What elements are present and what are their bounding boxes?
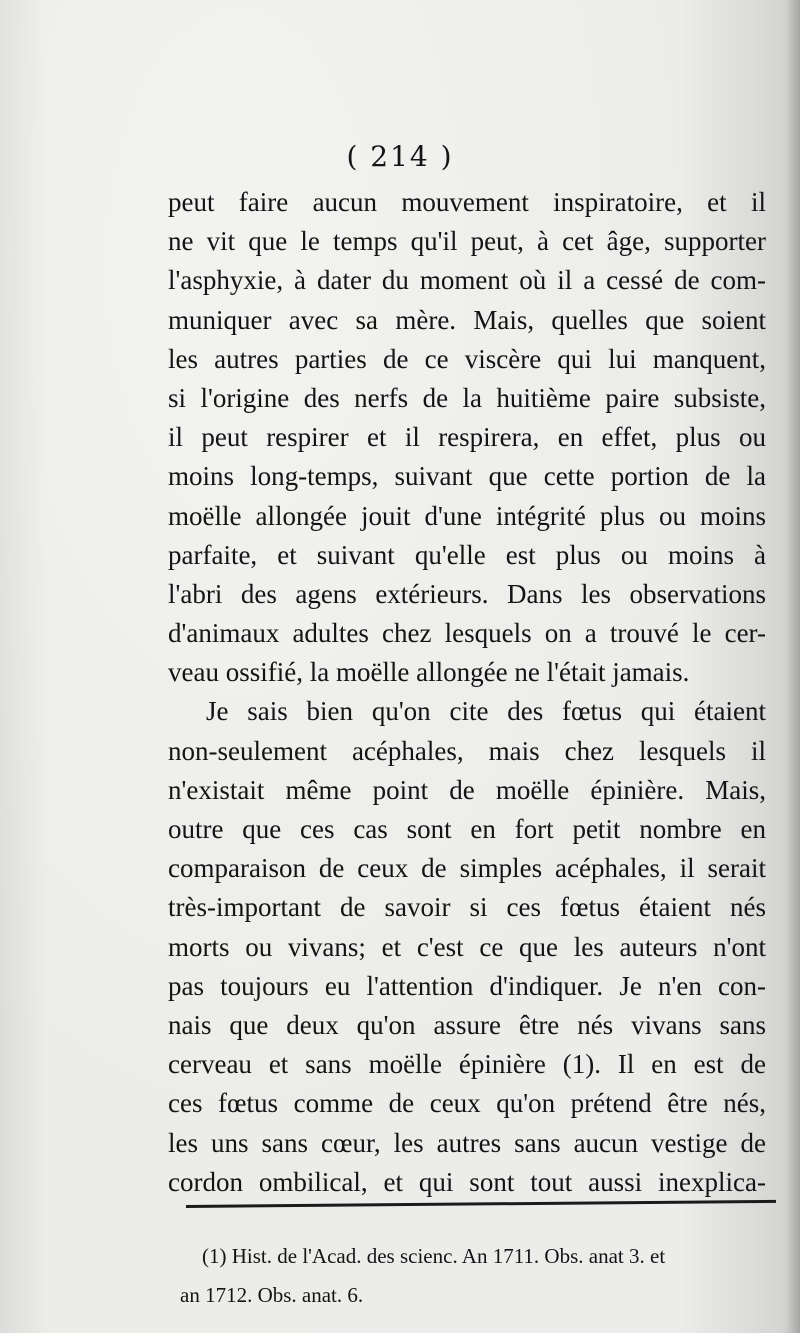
text-line: il peut respirer et il respirera, en effet, plus ou — [168, 422, 766, 453]
text-line: nais que deux qu'on assure être nés vivans sans — [168, 1009, 766, 1040]
text-line: l'abri des agens extérieurs. Dans les observations — [168, 578, 766, 609]
text-line: pas toujours eu l'attention d'indiquer. Je n'en con- — [168, 970, 766, 1001]
text-line: très-important de savoir si ces fœtus étaient nés — [168, 892, 766, 923]
text-line: ne vit que le temps qu'il peut, à cet âge, supporter — [168, 226, 766, 257]
footnote-line: (1) Hist. de l'Acad. des scienc. An 1711. Obs. anat 3. et — [202, 1244, 666, 1268]
footnote — [180, 1237, 780, 1315]
page-number: ( 214 ) — [346, 140, 454, 173]
text-line: outre que ces cas sont en fort petit nombre en — [168, 814, 766, 844]
text-line: morts ou vivans; et c'est ce que les auteurs n'ont — [168, 931, 766, 962]
text-line: d'animaux adultes chez lesquels on a trouvé le cer- — [168, 618, 766, 649]
text-line: ces fœtus comme de ceux qu'on prétend être nés, — [168, 1088, 766, 1119]
text-line: veau ossifié, la moëlle allongée ne l'était jamais. — [168, 657, 690, 688]
text-line: cordon ombilical, et qui sont tout aussi inexplica- — [168, 1166, 766, 1197]
text-line: l'asphyxie, à dater du moment où il a cessé de com- — [168, 265, 766, 296]
text-line: comparaison de ceux de simples acéphales, il serait — [168, 853, 766, 884]
text-line: Je sais bien qu'on cite des fœtus qui étaient — [206, 696, 766, 727]
text-line: muniquer avec sa mère. Mais, quelles que soient — [168, 304, 766, 335]
body-text — [168, 183, 766, 1202]
footnote-line: an 1712. Obs. anat. 6. — [180, 1283, 364, 1307]
page-edge-shadow — [786, 0, 800, 1333]
text-line: cerveau et sans moëlle épinière (1). Il en est de — [168, 1049, 766, 1080]
text-line: si l'origine des nerfs de la huitième paire subsiste, — [168, 382, 766, 413]
text-line: moins long-temps, suivant que cette portion de la — [168, 461, 766, 492]
text-line: les uns sans cœur, les autres sans aucun vestige de — [168, 1127, 766, 1158]
text-line: moëlle allongée jouit d'une intégrité plus ou moins — [168, 500, 766, 531]
text-line: peut faire aucun mouvement inspiratoire, et il — [168, 187, 766, 217]
text-line: n'existait même point de moëlle épinière. Mais, — [168, 774, 766, 805]
text-line: non-seulement acéphales, mais chez lesquels il — [168, 735, 766, 766]
text-line: parfaite, et suivant qu'elle est plus ou moins à — [168, 539, 766, 570]
text-line: les autres parties de ce viscère qui lui manquent, — [168, 343, 766, 374]
